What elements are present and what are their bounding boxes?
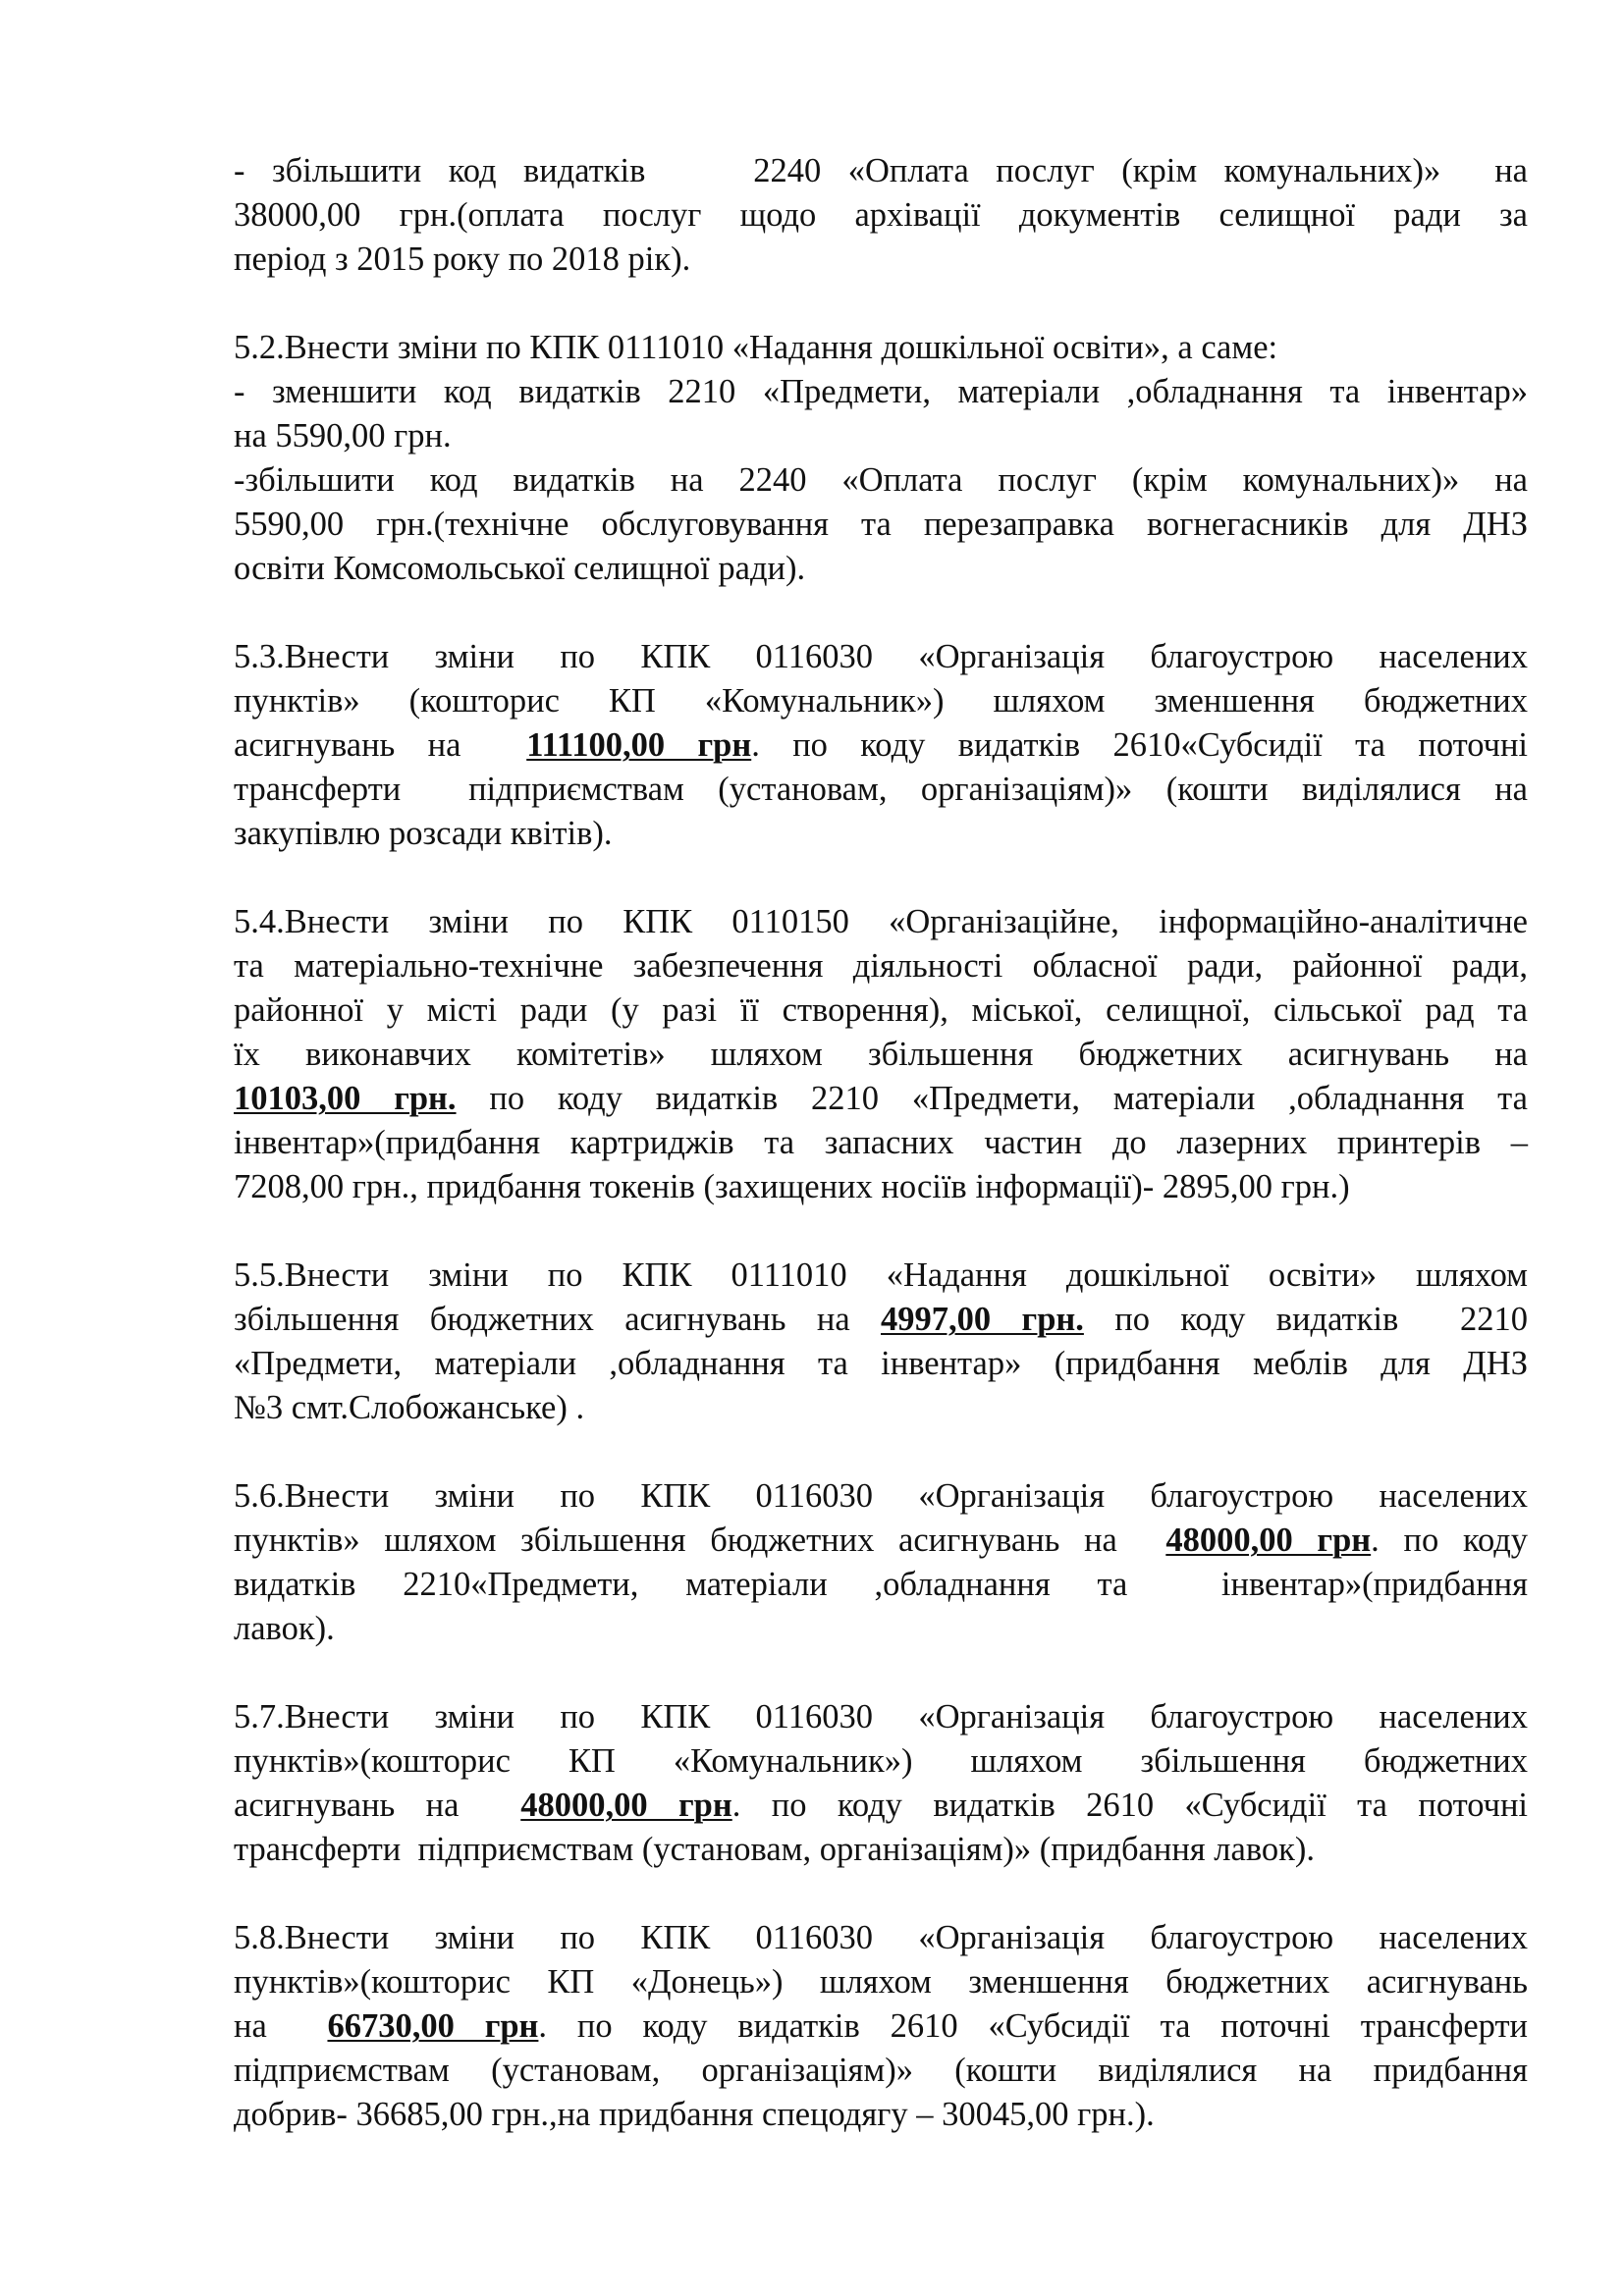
text-line	[234, 1960, 1528, 2004]
text-line	[234, 1474, 1528, 1519]
text-line	[234, 812, 1528, 856]
text-run: трансферти підприємствам (установам, організаціям)» (кошти виділялися на	[234, 771, 1528, 808]
text-run: по коду видатків 2210 «Предмети, матеріали ,обладнання та	[456, 1080, 1528, 1117]
text-line	[234, 1254, 1528, 1298]
text-run: 5.8.Внести зміни по КПК 0116030 «Організація благоустрою населених	[234, 1919, 1528, 1956]
text-line	[234, 503, 1528, 547]
text-line	[234, 1342, 1528, 1386]
text-run: видатків 2210«Предмети, матеріали ,обладнання та інвентар»(придбання	[234, 1566, 1528, 1603]
paragraph-5-2	[234, 326, 1528, 591]
paragraph-5-8	[234, 1916, 1528, 2137]
text-run: на	[234, 2007, 328, 2045]
text-line	[234, 2093, 1528, 2137]
text-run: трансферти підприємствам (установам, організаціям)» (придбання лавок).	[234, 1831, 1316, 1868]
text-run: інвентар»(придбання картриджів та запасних частин до лазерних принтерів –	[234, 1124, 1528, 1161]
text-line	[234, 1828, 1528, 1872]
amount-highlight: 66730,00 грн	[327, 2007, 539, 2045]
text-line	[234, 326, 1528, 370]
text-run: «Предмети, матеріали ,обладнання та інвентар» (придбання меблів для ДНЗ	[234, 1345, 1528, 1382]
text-line	[234, 458, 1528, 503]
paragraph-5-6	[234, 1474, 1528, 1651]
text-run: районної у місті ради (у разі її створення), міської, селищної, сільської рад та	[234, 991, 1528, 1029]
text-line	[234, 1033, 1528, 1077]
text-line	[234, 1121, 1528, 1165]
text-line	[234, 988, 1528, 1033]
text-line	[234, 1298, 1528, 1342]
text-line	[234, 193, 1528, 238]
paragraph-5-7	[234, 1695, 1528, 1872]
text-line	[234, 1784, 1528, 1828]
text-line	[234, 1165, 1528, 1209]
text-run: період з 2015 року по 2018 рік).	[234, 240, 691, 278]
text-line	[234, 149, 1528, 193]
text-line	[234, 944, 1528, 988]
text-line	[234, 768, 1528, 812]
text-line	[234, 1607, 1528, 1651]
text-run: добрив- 36685,00 грн.,на придбання спецодягу – 30045,00 грн.).	[234, 2096, 1155, 2133]
text-line	[234, 679, 1528, 723]
text-line	[234, 238, 1528, 282]
text-line	[234, 2049, 1528, 2093]
amount-highlight: 4997,00 грн.	[881, 1301, 1084, 1338]
text-run: пунктів»(кошторис КП «Комунальник») шляхом збільшення бюджетних	[234, 1742, 1528, 1780]
text-line	[234, 1386, 1528, 1430]
text-line	[234, 635, 1528, 679]
text-run: збільшення бюджетних асигнувань на	[234, 1301, 882, 1338]
text-run: лавок).	[234, 1610, 335, 1647]
text-run: на 5590,00 грн.	[234, 417, 452, 454]
text-run: 5.5.Внести зміни по КПК 0111010 «Надання дошкільної освіти» шляхом	[234, 1256, 1528, 1294]
text-run: . по коду видатків 2610 «Субсидії та поточні трансферти	[538, 2007, 1528, 2045]
amount-highlight: 10103,00 грн.	[234, 1080, 457, 1117]
text-line	[234, 370, 1528, 414]
text-line	[234, 1077, 1528, 1121]
text-run: пунктів» (кошторис КП «Комунальник») шляхом зменшення бюджетних	[234, 682, 1528, 720]
text-run: їх виконавчих комітетів» шляхом збільшення бюджетних асигнувань на	[234, 1036, 1528, 1073]
text-run: 7208,00 грн., придбання токенів (захищених носіїв інформації)- 2895,00 грн.)	[234, 1168, 1350, 1205]
text-run: асигнувань на	[234, 726, 527, 764]
text-run: по коду видатків 2210	[1083, 1301, 1528, 1338]
text-run: -збільшити код видатків на 2240 «Оплата послуг (крім комунальних)» на	[234, 461, 1528, 499]
text-run: закупівлю розсади квітів).	[234, 815, 613, 852]
paragraph-5-1-continuation	[234, 149, 1528, 282]
text-run: освіти Комсомольської селищної ради).	[234, 550, 806, 587]
text-line	[234, 2004, 1528, 2049]
text-run: 5590,00 грн.(технічне обслуговування та перезаправка вогнегасників для ДНЗ	[234, 506, 1528, 543]
text-run: . по коду	[1371, 1522, 1529, 1559]
text-line	[234, 1519, 1528, 1563]
amount-highlight: 48000,00 грн	[520, 1787, 732, 1824]
document-page	[234, 149, 1528, 2137]
text-run: та матеріально-технічне забезпечення діяльності обласної ради, районної ради,	[234, 947, 1528, 985]
text-run: 5.3.Внести зміни по КПК 0116030 «Організація благоустрою населених	[234, 638, 1528, 675]
text-run: 5.2.Внести зміни по КПК 0111010 «Надання дошкільної освіти», а саме:	[234, 329, 1278, 366]
text-line	[234, 414, 1528, 458]
text-run: №3 смт.Слобожанське) .	[234, 1389, 585, 1426]
text-line	[234, 1695, 1528, 1739]
text-line	[234, 723, 1528, 768]
text-line	[234, 1563, 1528, 1607]
text-run: - збільшити код видатків 2240 «Оплата послуг (крім комунальних)» на	[234, 152, 1528, 189]
text-line	[234, 547, 1528, 591]
text-run: . по коду видатків 2610«Субсидії та поточні	[751, 726, 1528, 764]
text-run: пунктів»(кошторис КП «Донець») шляхом зменшення бюджетних асигнувань	[234, 1963, 1528, 2001]
text-run: пунктів» шляхом збільшення бюджетних асигнувань на	[234, 1522, 1166, 1559]
text-line	[234, 1739, 1528, 1784]
text-run: . по коду видатків 2610 «Субсидії та поточні	[731, 1787, 1529, 1824]
amount-highlight: 111100,00 грн	[526, 726, 752, 764]
paragraph-5-5	[234, 1254, 1528, 1430]
text-run: 38000,00 грн.(оплата послуг щодо архівації документів селищної ради за	[234, 196, 1528, 234]
paragraph-5-3	[234, 635, 1528, 856]
text-run: 5.7.Внести зміни по КПК 0116030 «Організація благоустрою населених	[234, 1698, 1528, 1735]
paragraph-5-4	[234, 900, 1528, 1209]
text-line	[234, 1916, 1528, 1960]
text-run: 5.4.Внести зміни по КПК 0110150 «Організаційне, інформаційно-аналітичне	[234, 903, 1528, 940]
text-line	[234, 900, 1528, 944]
amount-highlight: 48000,00 грн	[1165, 1522, 1372, 1559]
text-run: асигнувань на	[234, 1787, 521, 1824]
text-run: - зменшити код видатків 2210 «Предмети, матеріали ,обладнання та інвентар»	[234, 373, 1528, 410]
text-run: підприємствам (установам, організаціям)» (кошти виділялися на придбання	[234, 2052, 1528, 2089]
text-run: 5.6.Внести зміни по КПК 0116030 «Організація благоустрою населених	[234, 1477, 1528, 1515]
